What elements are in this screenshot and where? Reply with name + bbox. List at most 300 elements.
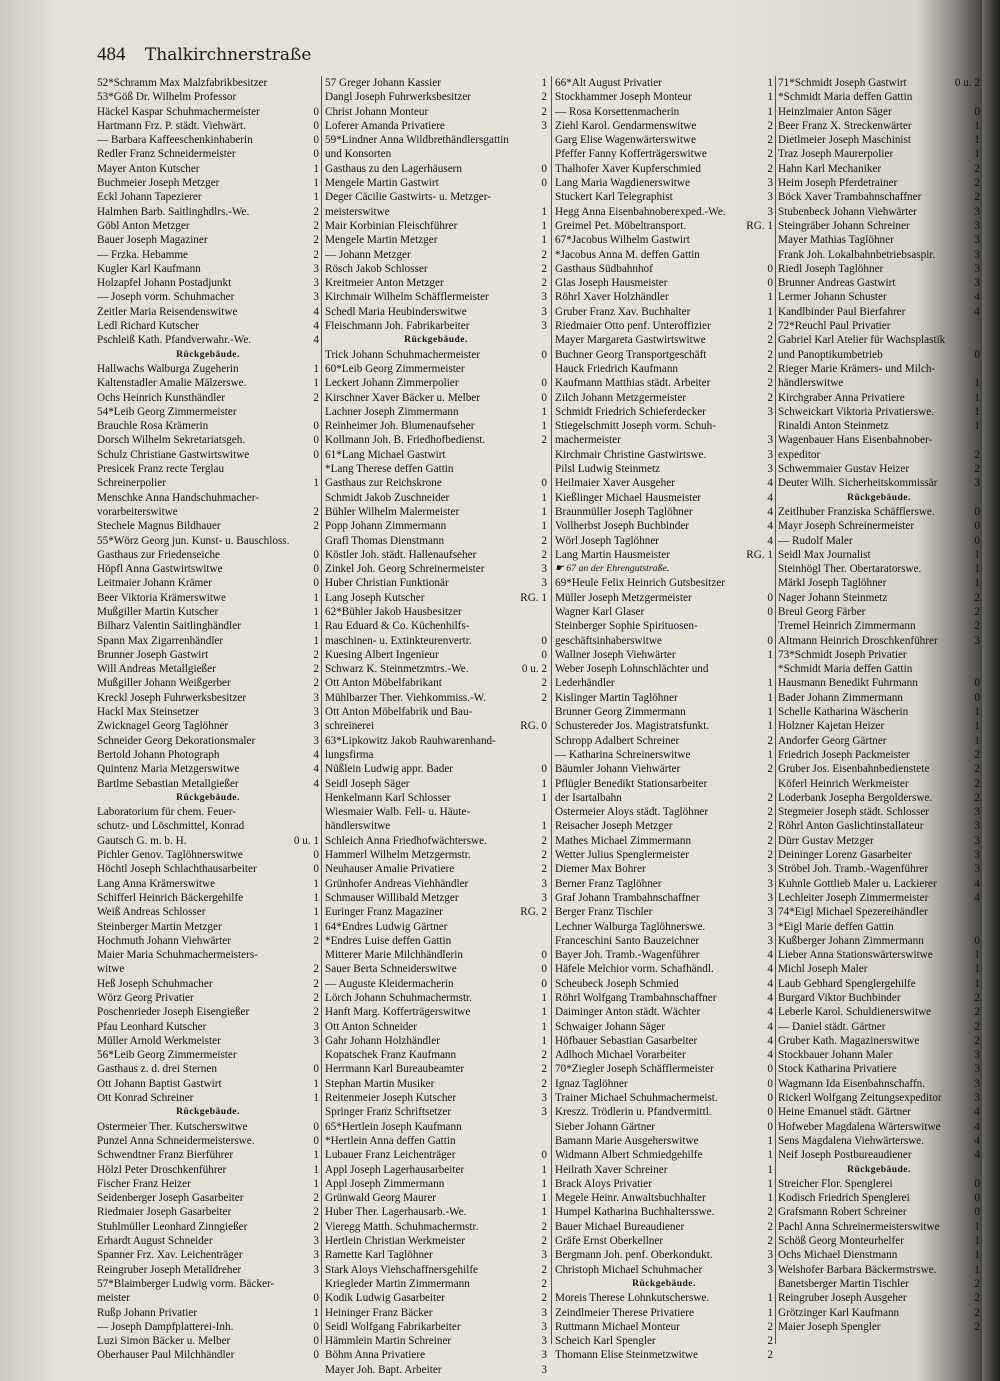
resident-text: 60*Leib Georg Zimmermeister bbox=[325, 362, 465, 375]
floor-number: 1 bbox=[974, 1235, 980, 1248]
resident-text: 61*Lang Michael Gastwirt bbox=[325, 448, 446, 461]
floor-number: 3 bbox=[974, 820, 980, 833]
resident-text: Trainer Michael Schuhmachermeist. bbox=[555, 1092, 718, 1105]
directory-entry bbox=[97, 219, 319, 233]
floor-number: 4 bbox=[974, 291, 980, 304]
floor-number: 0 bbox=[974, 105, 980, 118]
resident-text: Wagenbauer Hans Eisenbahnober- bbox=[778, 434, 933, 447]
floor-number: 1 bbox=[313, 920, 319, 933]
directory-entry bbox=[325, 162, 547, 176]
floor-number: 2 bbox=[541, 1063, 547, 1076]
resident-text: Lang Joseph Kutscher bbox=[325, 591, 425, 604]
floor-number: 4 bbox=[313, 334, 319, 347]
resident-text: Kaltenstadler Amalie Mälzerswe. bbox=[97, 377, 247, 390]
resident-text: Popp Johann Zimmermann bbox=[325, 520, 447, 533]
resident-text: Mühlbarzer Ther. Viehkommiss.-W. bbox=[325, 691, 487, 704]
directory-entry bbox=[555, 505, 773, 519]
resident-text: 56*Leib Georg Zimmermeister bbox=[97, 1049, 237, 1062]
directory-entry bbox=[97, 433, 319, 447]
section-heading: Rückgebäude. bbox=[632, 1278, 696, 1289]
directory-entry bbox=[325, 248, 547, 262]
resident-text: Traz Joseph Maurerpolier bbox=[778, 148, 894, 161]
resident-text: Ledl Richard Kutscher bbox=[97, 320, 199, 333]
resident-text: Böhm Anna Privatiere bbox=[325, 1349, 426, 1362]
directory-entry bbox=[97, 1120, 319, 1134]
floor-number: 0 bbox=[313, 563, 319, 576]
floor-number: 3 bbox=[541, 577, 547, 590]
resident-text: Deger Cäcilie Gastwirts- u. Metzger- bbox=[325, 191, 491, 204]
resident-text: Göbl Anton Metzger bbox=[97, 219, 190, 232]
floor-number: 1 bbox=[313, 591, 319, 604]
directory-entry bbox=[325, 948, 547, 962]
directory-entry bbox=[555, 734, 773, 748]
directory-entry bbox=[97, 1005, 319, 1019]
directory-entry bbox=[555, 748, 773, 762]
directory-entry bbox=[555, 1077, 773, 1091]
resident-text: Gahr Johann Holzhändler bbox=[325, 1034, 440, 1047]
resident-text: Lieber Anna Stationswärterswitwe bbox=[778, 949, 933, 962]
floor-number: 1 bbox=[974, 405, 980, 418]
resident-text: Maier Maria Schuhmachermeisters- bbox=[97, 949, 258, 962]
directory-entry bbox=[97, 76, 319, 90]
directory-entry bbox=[778, 1320, 980, 1334]
resident-text: Braunmüller Joseph Taglöhner bbox=[555, 505, 693, 518]
directory-entry bbox=[778, 1248, 980, 1262]
directory-entry bbox=[97, 805, 319, 819]
floor-number: 3 bbox=[313, 691, 319, 704]
resident-text: Wagner Karl Glaser bbox=[555, 605, 645, 618]
resident-text: Ostermeier Ther. Kutscherswitwe bbox=[97, 1120, 248, 1133]
directory-entry bbox=[97, 1220, 319, 1234]
floor-number: 1 bbox=[541, 505, 547, 518]
floor-number: 0 bbox=[541, 477, 547, 490]
directory-entry bbox=[97, 1134, 319, 1148]
directory-entry bbox=[325, 362, 547, 376]
resident-text: Heilmaier Xaver Ausgeher bbox=[555, 477, 675, 490]
resident-text: Kirchmair Wilhelm Schäfflermeister bbox=[325, 291, 489, 304]
floor-number: 4 bbox=[974, 1106, 980, 1119]
resident-text: Daiminger Anton städt. Wächter bbox=[555, 1006, 701, 1019]
resident-text: Häckel Kaspar Schuhmachermeister bbox=[97, 105, 260, 118]
directory-entry bbox=[778, 1263, 980, 1277]
resident-text: *Lang Therese deffen Gattin bbox=[325, 463, 454, 476]
resident-text: expeditor bbox=[778, 448, 821, 461]
resident-text: Leberle Karol. Schuldienerswitwe bbox=[778, 1006, 932, 1019]
floor-number: 2 bbox=[767, 1335, 773, 1348]
directory-entry bbox=[325, 1177, 547, 1191]
resident-text: Bader Johann Zimmermann bbox=[778, 691, 903, 704]
floor-number: 1 bbox=[541, 77, 547, 89]
floor-number: 0 bbox=[313, 134, 319, 147]
directory-entry bbox=[778, 648, 980, 662]
resident-text: Thomann Elise Steinmetzwitwe bbox=[555, 1349, 698, 1362]
directory-entry bbox=[325, 662, 547, 676]
directory-entry bbox=[778, 1091, 980, 1105]
floor-number: 3 bbox=[541, 320, 547, 333]
resident-text: 62*Bühler Jakob Hausbesitzer bbox=[325, 605, 462, 618]
directory-entry bbox=[555, 176, 773, 190]
floor-number: 1 bbox=[767, 77, 773, 89]
section-heading: Rückgebäude. bbox=[176, 1107, 240, 1118]
directory-entry bbox=[325, 576, 547, 590]
resident-text: Stubenbeck Johann Viehwärter bbox=[778, 205, 917, 218]
directory-entry bbox=[555, 1105, 773, 1119]
column-1 bbox=[97, 76, 319, 1363]
floor-number: 2 bbox=[541, 691, 547, 704]
floor-number: 4 bbox=[767, 477, 773, 490]
directory-entry bbox=[97, 576, 319, 590]
resident-text: Ignaz Taglöhner bbox=[555, 1077, 628, 1090]
directory-entry bbox=[555, 719, 773, 733]
directory-entry bbox=[555, 476, 773, 490]
resident-text: Nüßlein Ludwig appr. Bader bbox=[325, 763, 454, 776]
floor-number: 2 bbox=[541, 1292, 547, 1305]
directory-entry bbox=[97, 119, 319, 133]
floor-number: 1 bbox=[313, 1306, 319, 1319]
directory-entry bbox=[325, 1363, 547, 1377]
resident-text: 63*Lipkowitz Jakob Rauhwarenhand- bbox=[325, 734, 496, 747]
resident-text: Mengele Martin Gastwirt bbox=[325, 177, 439, 190]
resident-text: Pachl Anna Schreinermeisterswitwe bbox=[778, 1220, 940, 1233]
floor-number: 0 bbox=[974, 534, 980, 547]
directory-entry bbox=[325, 1134, 547, 1148]
resident-text: Reingruber Joseph Ausgeher bbox=[778, 1292, 907, 1305]
directory-entry bbox=[325, 147, 547, 161]
resident-text: Bamann Marie Ausgeherswitwe bbox=[555, 1134, 699, 1147]
floor-number: 4 bbox=[974, 891, 980, 904]
directory-entry bbox=[97, 848, 319, 862]
resident-text: Heim Joseph Pferdetrainer bbox=[778, 177, 898, 190]
directory-entry bbox=[97, 1177, 319, 1191]
resident-text: Hochmuth Johann Viehwärter bbox=[97, 934, 231, 947]
directory-entry bbox=[555, 348, 773, 362]
resident-text: Mußgiller Johann Weißgerber bbox=[97, 677, 231, 690]
resident-text: Mair Korbinian Fleischführer bbox=[325, 219, 458, 232]
directory-entry bbox=[778, 448, 980, 462]
floor-number: 1 bbox=[541, 1206, 547, 1219]
directory-entry bbox=[97, 991, 319, 1005]
resident-text: Höchtl Joseph Schlachthausarbeiter bbox=[97, 863, 257, 876]
resident-text: Kodik Ludwig Gasarbeiter bbox=[325, 1292, 445, 1305]
directory-entry bbox=[555, 762, 773, 776]
directory-entry bbox=[97, 734, 319, 748]
directory-entry bbox=[555, 391, 773, 405]
floor-number: 1 bbox=[313, 877, 319, 890]
resident-text: Röhrl Wolfgang Trambahnschaffner bbox=[555, 992, 717, 1004]
directory-entry bbox=[778, 748, 980, 762]
floor-number: 2 bbox=[767, 148, 773, 161]
directory-entry bbox=[778, 505, 980, 519]
directory-entry bbox=[555, 1177, 773, 1191]
floor-number: 0 bbox=[313, 1120, 319, 1133]
resident-text: Ziehl Karol. Gendarmenswitwe bbox=[555, 119, 697, 132]
directory-entry bbox=[555, 691, 773, 705]
directory-entry bbox=[778, 1220, 980, 1234]
floor-number: 2 bbox=[313, 520, 319, 533]
resident-text: Luzi Simon Bäcker u. Melber bbox=[97, 1335, 231, 1348]
resident-text: Schleich Anna Friedhofwächterswe. bbox=[325, 834, 487, 847]
floor-number: 4 bbox=[767, 1049, 773, 1062]
resident-text: Redler Franz Schneidermeister bbox=[97, 148, 236, 161]
directory-entry bbox=[97, 1034, 319, 1048]
directory-entry bbox=[555, 1306, 773, 1320]
directory-entry bbox=[778, 662, 980, 676]
floor-number: 3 bbox=[767, 920, 773, 933]
resident-text: Rösch Jakob Schlosser bbox=[325, 262, 428, 275]
resident-text: Gruber Kath. Magazinerswitwe bbox=[778, 1034, 920, 1047]
floor-number: 0 bbox=[974, 348, 980, 361]
resident-text: Seidl Wolfgang Fabrikarbeiter bbox=[325, 1320, 461, 1333]
floor-number: 0 bbox=[313, 1320, 319, 1333]
directory-entry bbox=[325, 1163, 547, 1177]
floor-number: 2 bbox=[974, 791, 980, 804]
directory-entry bbox=[97, 562, 319, 576]
directory-entry bbox=[555, 777, 773, 791]
floor-number: 2 bbox=[974, 191, 980, 204]
floor-number: 2 bbox=[541, 248, 547, 261]
directory-entry bbox=[778, 605, 980, 619]
directory-entry bbox=[555, 333, 773, 347]
resident-text: Adlhoch Michael Vorarbeiter bbox=[555, 1049, 686, 1062]
directory-entry bbox=[325, 934, 547, 948]
directory-entry bbox=[778, 1277, 980, 1291]
directory-entry bbox=[325, 819, 547, 833]
floor-number: 3 bbox=[767, 434, 773, 447]
directory-entry bbox=[555, 419, 773, 433]
resident-text: Zwicknagel Georg Taglöhner bbox=[97, 720, 229, 733]
resident-text: Hallwachs Walburga Zugeherin bbox=[97, 362, 239, 375]
floor-number: 2 bbox=[974, 463, 980, 476]
directory-entry bbox=[778, 1120, 980, 1134]
directory-entry bbox=[778, 1134, 980, 1148]
directory-entry bbox=[325, 1077, 547, 1091]
floor-number: 2 bbox=[313, 1192, 319, 1205]
floor-number: 1 bbox=[313, 477, 319, 490]
resident-text: — Rosa Korsettenmacherin bbox=[555, 105, 680, 118]
directory-entry bbox=[97, 1077, 319, 1091]
resident-text: Scheich Karl Spengler bbox=[555, 1335, 656, 1348]
resident-text: Leckert Johann Zimmerpolier bbox=[325, 377, 459, 390]
directory-entry bbox=[325, 519, 547, 533]
directory-entry bbox=[778, 162, 980, 176]
resident-text: Banetsberger Martin Tischler bbox=[778, 1277, 909, 1290]
directory-entry bbox=[555, 1291, 773, 1305]
resident-text: Kreszz. Trödlerin u. Pfandvermittl. bbox=[555, 1106, 712, 1119]
resident-text: 54*Leib Georg Zimmermeister bbox=[97, 405, 237, 418]
resident-text: machermeister bbox=[555, 434, 621, 447]
resident-text: Bartlme Sebastian Metallgießer bbox=[97, 777, 239, 790]
directory-entry bbox=[778, 1034, 980, 1048]
directory-entry bbox=[778, 948, 980, 962]
floor-number: 4 bbox=[767, 1034, 773, 1047]
directory-entry bbox=[778, 205, 980, 219]
floor-number: 3 bbox=[974, 1063, 980, 1076]
resident-text: Schreinerpolier bbox=[97, 477, 166, 490]
resident-text: *Schmidt Maria deffen Gattin bbox=[778, 663, 913, 676]
directory-entry bbox=[325, 433, 547, 447]
floor-number: 2 bbox=[767, 119, 773, 132]
floor-number: 2 bbox=[767, 134, 773, 147]
floor-number: 3 bbox=[767, 405, 773, 418]
directory-entry bbox=[97, 90, 319, 104]
floor-number: 0 bbox=[974, 505, 980, 518]
resident-text: Mathes Michael Zimmermann bbox=[555, 834, 692, 847]
resident-text: — Auguste Kleidermacherin bbox=[325, 977, 454, 990]
floor-number: 3 bbox=[767, 934, 773, 947]
resident-text: Gasthaus zu den Lagerhäusern bbox=[325, 162, 462, 175]
directory-entry bbox=[97, 162, 319, 176]
floor-number: 1 bbox=[974, 391, 980, 404]
resident-text: Kirschner Xaver Bäcker u. Melber bbox=[325, 391, 481, 404]
resident-text: Ott Johann Baptist Gastwirt bbox=[97, 1077, 222, 1090]
directory-entry bbox=[325, 962, 547, 976]
resident-text: Brauchle Rosa Krämerin bbox=[97, 420, 209, 433]
floor-number: 2 bbox=[541, 1077, 547, 1090]
floor-number: 1 bbox=[974, 1249, 980, 1262]
directory-entry bbox=[778, 977, 980, 991]
resident-text: Nager Johann Steinmetz bbox=[778, 591, 888, 604]
directory-entry bbox=[325, 90, 547, 104]
floor-number: 0 u. 1 bbox=[293, 834, 319, 847]
floor-number: 3 bbox=[313, 1020, 319, 1033]
directory-entry bbox=[97, 762, 319, 776]
directory-entry bbox=[97, 476, 319, 490]
floor-number: 0 bbox=[767, 277, 773, 290]
floor-number: 1 bbox=[767, 291, 773, 304]
directory-entry bbox=[325, 905, 547, 919]
directory-entry bbox=[555, 877, 773, 891]
directory-entry bbox=[778, 248, 980, 262]
directory-entry bbox=[555, 1348, 773, 1362]
resident-text: Reinheimer Joh. Blumenaufseher bbox=[325, 420, 475, 433]
directory-entry bbox=[97, 691, 319, 705]
directory-entry bbox=[325, 877, 547, 891]
resident-text: Tremel Heinrich Zimmermann bbox=[778, 620, 916, 633]
resident-text: Pichler Genov. Taglöhnerswitwe bbox=[97, 849, 243, 862]
directory-entry bbox=[97, 920, 319, 934]
resident-text: Böck Xaver Trambahnschaffner bbox=[778, 191, 922, 204]
directory-entry bbox=[325, 376, 547, 390]
directory-entry bbox=[778, 805, 980, 819]
resident-text: Sens Magdalena Viehwärterswe. bbox=[778, 1134, 925, 1147]
directory-entry bbox=[325, 1306, 547, 1320]
directory-entry bbox=[555, 1248, 773, 1262]
resident-text: Oberhauser Paul Milchhändler bbox=[97, 1349, 235, 1362]
floor-number: 3 bbox=[767, 891, 773, 904]
resident-text: Maier Joseph Spengler bbox=[778, 1320, 881, 1333]
directory-entry bbox=[778, 419, 980, 433]
directory-entry bbox=[97, 1048, 319, 1062]
directory-entry bbox=[325, 290, 547, 304]
directory-entry bbox=[97, 534, 319, 548]
directory-entry bbox=[97, 1205, 319, 1219]
directory-entry bbox=[778, 762, 980, 776]
resident-text: Burgard Viktor Buchbinder bbox=[778, 992, 901, 1004]
directory-entry bbox=[778, 691, 980, 705]
directory-entry bbox=[778, 1306, 980, 1320]
floor-number: 1 bbox=[974, 420, 980, 433]
directory-entry bbox=[555, 662, 773, 676]
directory-entry bbox=[325, 476, 547, 490]
floor-number: 1 bbox=[767, 1306, 773, 1319]
directory-entry bbox=[555, 376, 773, 390]
directory-entry bbox=[555, 119, 773, 133]
resident-text: Gräfe Ernst Oberkellner bbox=[555, 1235, 664, 1248]
directory-entry bbox=[778, 190, 980, 204]
resident-text: 55*Wörz Georg jun. Kunst- u. Bauschloss. bbox=[97, 534, 290, 547]
directory-entry bbox=[97, 1234, 319, 1248]
resident-text: Reitenmeier Joseph Kutscher bbox=[325, 1092, 457, 1105]
resident-text: Berner Franz Taglöhner bbox=[555, 877, 662, 890]
resident-text: Mayer Margareta Gastwirtswitwe bbox=[555, 334, 706, 347]
resident-text: der Isartalbahn bbox=[555, 791, 622, 804]
floor-number: 3 bbox=[313, 706, 319, 719]
resident-text: Mitterer Marie Milchhändlerin bbox=[325, 949, 463, 962]
floor-number: 3 bbox=[313, 291, 319, 304]
directory-entry bbox=[778, 1148, 980, 1162]
floor-number: 3 bbox=[767, 191, 773, 204]
directory-entry bbox=[555, 1263, 773, 1277]
floor-number: 4 bbox=[974, 305, 980, 318]
floor-number: 1 bbox=[541, 520, 547, 533]
directory-entry bbox=[325, 1320, 547, 1334]
floor-number: 3 bbox=[313, 1235, 319, 1248]
directory-entry bbox=[555, 491, 773, 505]
directory-entry bbox=[555, 891, 773, 905]
floor-number: 3 bbox=[313, 720, 319, 733]
floor-number: 2 bbox=[974, 1277, 980, 1290]
floor-number: 0 bbox=[313, 1335, 319, 1348]
resident-text: Appl Joseph Lagerhausarbeiter bbox=[325, 1163, 465, 1176]
directory-entry bbox=[555, 1163, 773, 1177]
directory-entry bbox=[555, 105, 773, 119]
resident-text: Bühler Wilhelm Malermeister bbox=[325, 505, 460, 518]
floor-number: 3 bbox=[974, 634, 980, 647]
resident-text: lungsfirma bbox=[325, 748, 374, 761]
floor-number: 0 bbox=[541, 177, 547, 190]
floor-number: 1 bbox=[974, 720, 980, 733]
floor-number: 3 bbox=[541, 877, 547, 890]
resident-text: Huber Christian Funktionär bbox=[325, 577, 449, 590]
floor-number: 1 bbox=[767, 1192, 773, 1205]
directory-entry bbox=[97, 205, 319, 219]
directory-entry bbox=[778, 877, 980, 891]
resident-text: — Rudolf Maler bbox=[778, 534, 853, 547]
directory-entry bbox=[778, 934, 980, 948]
floor-number: 2 bbox=[541, 548, 547, 561]
floor-number: 1 bbox=[541, 820, 547, 833]
resident-text: Mayer Mathias Taglöhner bbox=[778, 234, 894, 247]
floor-number: 0 bbox=[313, 420, 319, 433]
directory-entry bbox=[555, 90, 773, 104]
resident-text: Rußp Johann Privatier bbox=[97, 1306, 198, 1319]
resident-text: Schmidt Jakob Zuschneider bbox=[325, 491, 450, 504]
directory-entry bbox=[325, 119, 547, 133]
directory-entry bbox=[555, 977, 773, 991]
column-divider bbox=[551, 76, 552, 1344]
resident-text: Lang Maria Wagdienerswitwe bbox=[555, 177, 690, 190]
directory-entry bbox=[555, 791, 773, 805]
directory-entry bbox=[325, 405, 547, 419]
directory-entry bbox=[97, 105, 319, 119]
floor-number: 2 bbox=[974, 777, 980, 790]
resident-text: Grafl Thomas Dienstmann bbox=[325, 534, 445, 547]
resident-text: Deuter Wilh. Sicherheitskommissär bbox=[778, 477, 938, 490]
directory-entry bbox=[555, 1020, 773, 1034]
floor-number: 3 bbox=[541, 1092, 547, 1105]
directory-entry bbox=[778, 1291, 980, 1305]
floor-number: 1 bbox=[541, 1163, 547, 1176]
